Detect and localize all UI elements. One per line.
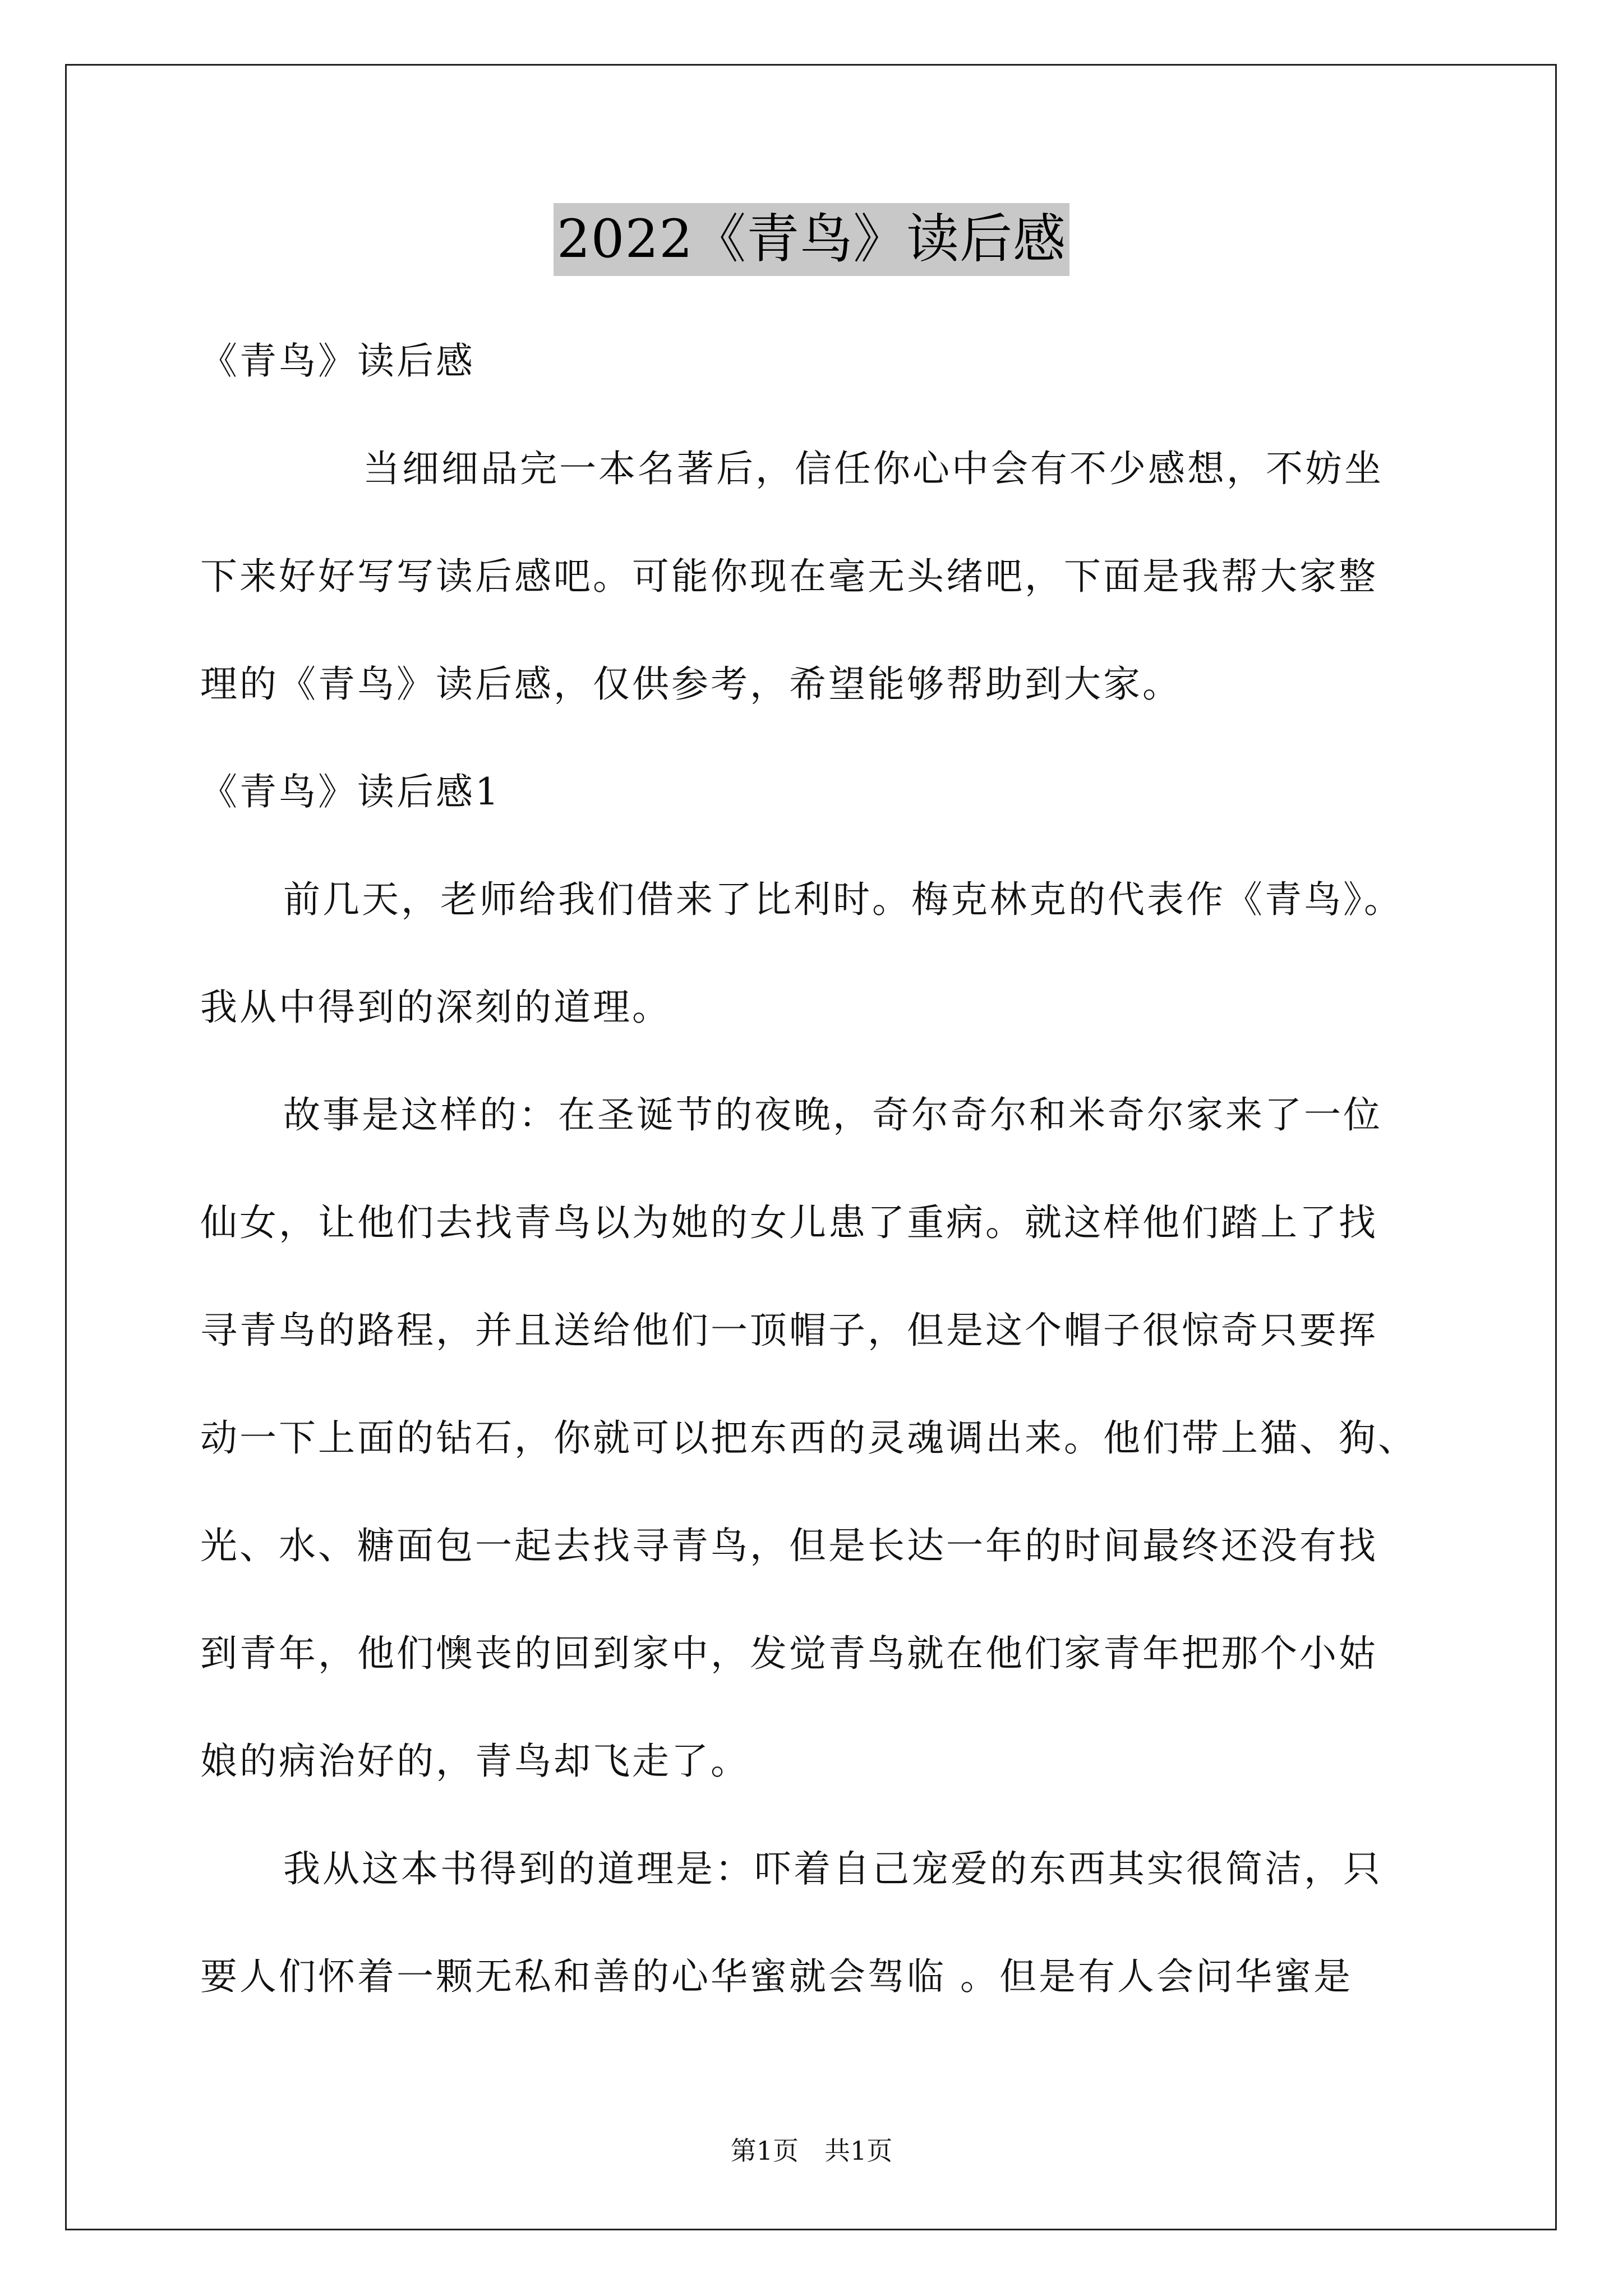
paragraph-line: 寻青鸟的路程，并且送给他们一顶帽子，但是这个帽子很惊奇只要挥 <box>200 1309 1378 1352</box>
paragraph-line: 娘的病治好的，青鸟却飞走了。 <box>200 1740 750 1783</box>
section-heading: 《青鸟》读后感1 <box>200 770 501 813</box>
paragraph-line: 当细细品完一本名著后，信任你心中会有不少感想，不妨坐 <box>363 447 1384 490</box>
paragraph-line: 光、水、糖面包一起去找寻青鸟，但是长达一年的时间最终还没有找 <box>200 1524 1378 1567</box>
title-container <box>0 203 1623 276</box>
paragraph-line: 理的《青鸟》读后感，仅供参考，希望能够帮助到大家。 <box>200 662 1182 706</box>
paragraph-line: 要人们怀着一颗无私和善的心华蜜就会驾临 。但是有人会问华蜜是 <box>200 1955 1353 1998</box>
paragraph-line: 下来好好写写读后感吧。可能你现在毫无头绪吧，下面是我帮大家整 <box>200 555 1378 598</box>
paragraph-line: 动一下上面的钻石，你就可以把东西的灵魂调出来。他们带上猫、狗、 <box>200 1416 1417 1460</box>
paragraph-line: 我从这本书得到的道理是：吓着自己宠爱的东西其实很简洁，只 <box>283 1847 1382 1890</box>
document-title: 2022《青鸟》读后感 <box>554 203 1069 276</box>
page-footer: 第1页 共1页 <box>730 2136 893 2166</box>
paragraph-line: 故事是这样的：在圣诞节的夜晚，奇尔奇尔和米奇尔家来了一位 <box>283 1093 1382 1137</box>
subtitle: 《青鸟》读后感 <box>200 339 475 383</box>
paragraph-line: 到青年，他们懊丧的回到家中，发觉青鸟就在他们家青年把那个小姑 <box>200 1632 1378 1675</box>
paragraph-line: 我从中得到的深刻的道理。 <box>200 986 671 1029</box>
paragraph-line: 前几天，老师给我们借来了比利时。梅克林克的代表作《青鸟》。 <box>283 878 1403 921</box>
paragraph-line: 仙女，让他们去找青鸟以为她的女儿患了重病。就这样他们踏上了找 <box>200 1201 1378 1244</box>
document-body <box>200 307 1431 2031</box>
